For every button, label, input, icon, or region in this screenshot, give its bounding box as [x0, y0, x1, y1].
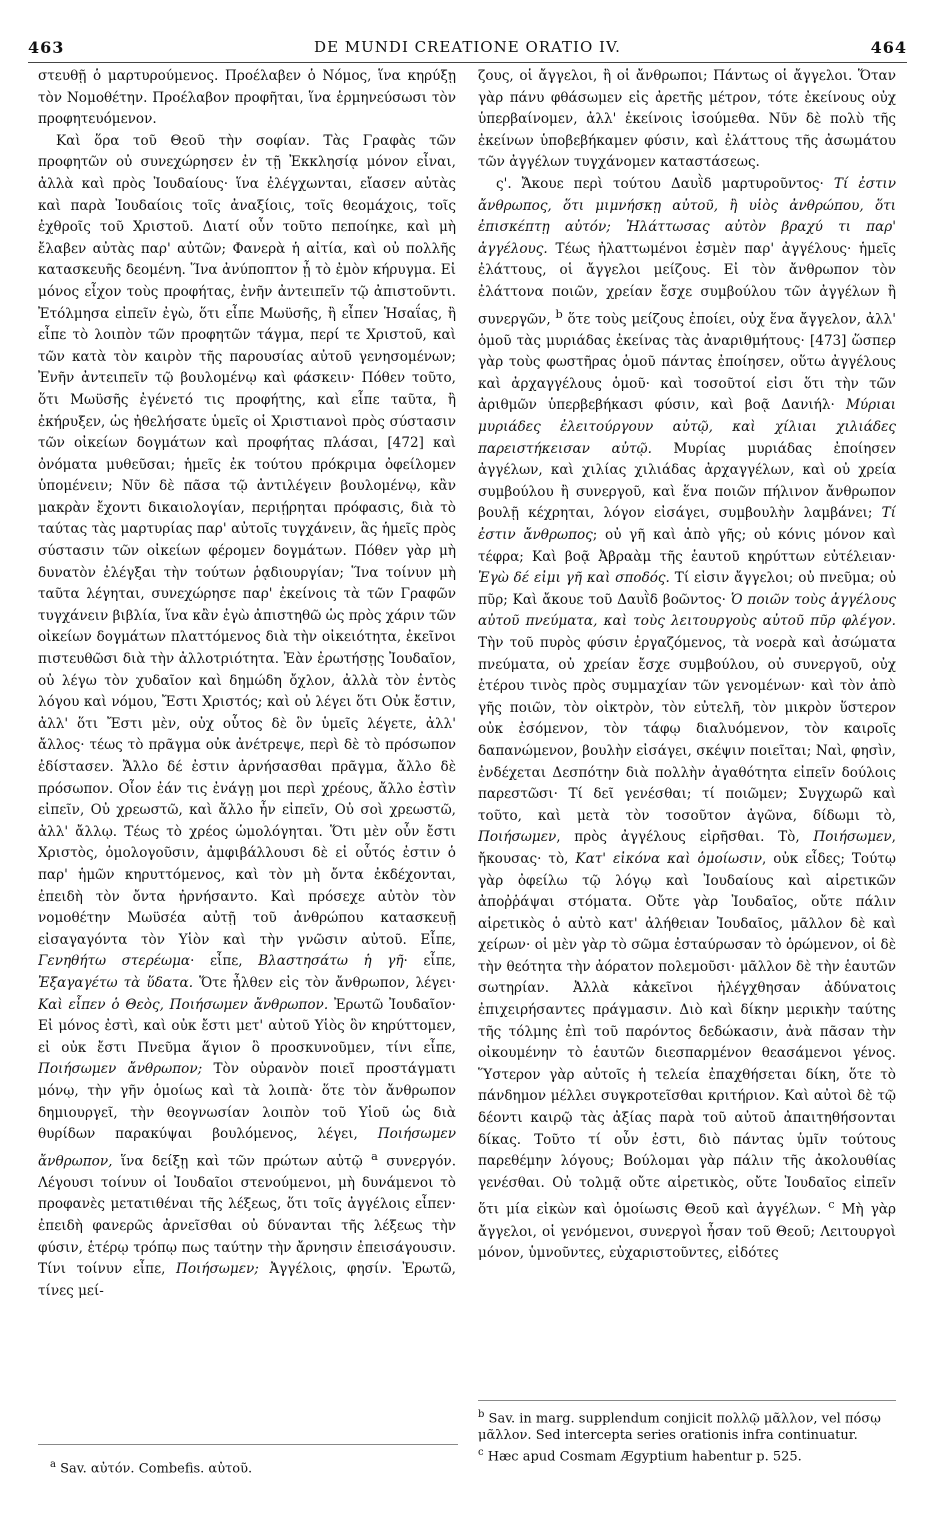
- footnote-rule-right: [478, 1400, 896, 1401]
- left-paragraph-2: [38, 131, 456, 1303]
- quote-run: Ποιήσωμεν: [478, 829, 557, 846]
- text-run: Τὸν οὐρανὸν ποιεῖ προστάγματι μόνῳ, τὴν γῆν ὁμοίως καὶ τὰ λοιπὰ· ὅτε τὸν ἄνθρωπον δημιουργεῖ, τὴν θεογνωσίαν λοιπὸν τοῦ Υἱοῦ ὡς διὰ θυρίδων παρακύψαι βουλόμενος, λέγει,: [38, 1061, 456, 1143]
- quote-run: Μύριαι μυριάδες ἐλειτούργουν αὐτῷ, καὶ χίλιαι χιλιάδες παρειστήκεισαν αὐτῷ.: [478, 397, 896, 457]
- running-title: DE MUNDI CREATIONE ORATIO IV.: [314, 38, 621, 56]
- footnote-b: [478, 1406, 896, 1444]
- text-run: ἵνα δείξῃ καὶ τῶν πρώτων αὐτῷ: [120, 1153, 363, 1170]
- quote-run: Τί ἐστιν ἄνθρωπος, ὅτι μιμνήσκῃ αὐτοῦ, ἢ υἱὸς ἀνθρώπου, ὅτι ἐπισκέπτῃ αὐτόν; Ἠλάττωσας αὐτὸν βραχύ τι παρ' ἀγγέλους.: [478, 175, 896, 257]
- text-run: Ἐρωτῶ Ἰουδαῖον· Εἰ μόνος ἐστὶ, καὶ οὐκ ἔστι μετ' αὐτοῦ Υἱὸς ὃν κηρύττομεν, εἰ οὐκ ἔστι Πνεῦμα ἅγιον ὃ προσκυνοῦμεν, τίνι εἶπε,: [38, 996, 456, 1056]
- footnote-mark: a: [50, 1459, 56, 1470]
- quote-run: Καὶ εἶπεν ὁ Θεὸς, Ποιήσωμεν ἄνθρωπον.: [38, 996, 329, 1013]
- left-paragraph-1: στευθῇ ὁ μαρτυρούμενος. Προέλαβεν ὁ Νόμος, ἵνα κηρύξῃ τὸν Νομοθέτην. Προέλαβον προφῆται, ἵνα ἑρμηνεύσωσι τὸν προφητευόμενον.: [38, 68, 456, 128]
- footnote-text: Hæc apud Cosmam Ægyptium habentur p. 525.: [487, 1449, 802, 1465]
- quote-run: Τί ἐστιν ἄνθρωπος: [478, 505, 896, 543]
- quote-run: Ἐγὼ δέ εἰμι γῆ καὶ σποδός.: [478, 570, 670, 587]
- header-rule: [28, 62, 907, 63]
- text-run: , ἤκουσας· τὸ,: [478, 829, 896, 867]
- quote-run: Ποιήσωμεν ἄνθρωπον,: [38, 1126, 456, 1170]
- page-header: [28, 38, 907, 62]
- text-run: συνεργόν. Λέγουσι τοίνυν οἱ Ἰουδαῖοι στενούμενοι, μὴ δυνάμενοι τὸ προφανὲς μετατιθέναι τῆς λέξεως, ὅτι τοῖς ἀγγέλοις εἶπεν· ἐπειδὴ φανερῶς ἀρνεῖσθαι οὐ δύνανται τῆς λέξεως τὴν φύσιν, ἑτέρῳ τρόπῳ πως ταύτην τὴν ἄρνησιν ἐπεισάγουσιν. Τίνι τοίνυν εἶπε,: [38, 1153, 456, 1278]
- quote-run: Ἐξαγαγέτω τὰ ὕδατα.: [38, 974, 194, 991]
- footnote-marker-c: c: [828, 1197, 835, 1212]
- right-column: [478, 66, 896, 1376]
- text-run: · εἶπε,: [190, 953, 243, 970]
- text-run: , οὐκ εἶδες; Τούτῳ γὰρ ὀφείλω τῷ λόγῳ καὶ Ἰουδαίους καὶ αἱρετικῶν ἀποῤῥάψαι στόματα. Οὔτε γὰρ Ἰουδαῖος, οὔτε πάλιν αἱρετικὸς ὁ αὐτὸ κατ' ἀλήθειαν Ἰουδαῖος, μᾶλλον δὲ καὶ χείρων· οἱ μὲν γὰρ τὸ σῶμα ἐσταύρωσαν τὸ ὁρώμενον, οἱ δὲ τὴν θεότητα τὴν ἀόρατον πολεμοῦσι· μᾶλλον δὲ τὴν ἑαυτῶν σωτηρίαν. Ἀλλὰ κἀκεῖνοι ἠλέγχθησαν ἀδύνατοις ἐπιχειρήσαντες πράγμασιν. Διὸ καὶ δίκην μερικὴν ταύτης τῆς τόλμης ἐπὶ τοῦ παρόντος δεδώκασιν, ἀνὰ πᾶσαν τὴν οἰκουμένην τὸ ἑαυτῶν διεσπαρμένον θεασάμενοι γένος. Ὕστερον γὰρ αὐτοῖς ἡ τελεία ἐπαχθήσεται δίκη, ὅτε τὸ πάνδημον μέλλει συγκροτεῖσθαι κριτήριον. Καὶ αὐτοὶ δὲ τῷ δέοντι καιρῷ τὰς ἀξίας παρὰ τοῦ αὐτοῦ ἀπαιτηθήσονται δίκας. Τοῦτο τί οὖν ἐστι, διὸ πάντας ὑμῖν τούτους παρεθέμην λόγους; Βούλομαι γὰρ πάλιν τῆς ἀκολουθίας γενέσθαι. Οὐ τολμᾷ οὔτε αἱρετικὸς, οὔτε Ἰουδαῖος εἰπεῖν ὅτι μία εἰκὼν καὶ ὁμοίωσις Θεοῦ καὶ ἀγγέλων.: [478, 850, 896, 1218]
- footnote-c: [478, 1444, 896, 1465]
- text-run: Καὶ ὅρα τοῦ Θεοῦ τὴν σοφίαν. Τὰς Γραφὰς τῶν προφητῶν οὐ συνεχώρησεν ἐν τῇ Ἐκκλησίᾳ μόνον εἶναι, ἀλλὰ καὶ πρὸς Ἰουδαίους· ἵνα ἐλέγχωνται, εἴασεν αὐτὰς καὶ παρὰ Ἰουδαίοις τοῖς ἀναξίοις, τοῖς θεομάχοις, τοῖς ἐχθροῖς τοῦ Χριστοῦ. Διατί οὖν τοῦτο πεποίηκε, καὶ μὴ ἔλαβεν αὐτὰς παρ' αὐτῶν; Φανερὰ ἡ αἰτία, καὶ οὐ πολλῆς κατασκευῆς δεομένη. Ἵνα ἀνύποπτον ᾖ τὸ ἐμὸν κήρυγμα. Εἰ μόνος εἶχον τοὺς προφήτας, ἐνῆν ἀντειπεῖν τῷ ἀπιστοῦντι. Ἐτόλμησα εἰπεῖν ἐγὼ, ὅτι εἶπε Μωϋσῆς, ἢ εἶπεν Ἡσαΐας, ἢ εἶπε τὸ λοιπὸν τῶν προφητῶν τάγμα, περί τε Χριστοῦ, καὶ τῶν κατὰ τὸν καιρὸν τῆς παρουσίας αὐτοῦ γενησομένων; Ἐνῆν ἀντειπεῖν τῷ βουλομένῳ καὶ φάσκειν· Πόθεν τοῦτο, ὅτι Μωϋσῆς ἐγένετό τις προφήτης, καὶ εἶπε ταῦτα, ἢ ἐκήρυξεν, ὡς ἠθελήσατε ὑμεῖς οἱ Χριστιανοὶ πρὸς σύστασιν τῶν οἰκείων δογμάτων καὶ προφήτας πλάσαι, [472] καὶ ὀνόματα μυθεῦσαι; ἡμεῖς ἐκ τούτου πρόκριμα ὀφείλομεν ὑπομένειν; Νῦν δὲ πᾶσα τῷ ἀντιλέγειν βουλομένῳ, κἂν μακρὰν ἔχοντι δικαιολογίαν, περιῄρηται πρόφασις, διὰ τὸ ταύτας τὰς μαρτυρίας παρ' αὐτοῖς τυγχάνειν, ἃς ἡμεῖς πρὸς σύστασιν τῶν οἰκείων φέρομεν δογμάτων. Πόθεν γὰρ μὴ δυνατὸν ἐλέγξαι τὴν τούτων ῥᾳδιουργίαν; Ἵνα τοίνυν μὴ ταῦτα λέγηται, συνεχώρησε παρ' ἐκείνοις τὰ τῶν Γραφῶν τυγχάνειν βιβλία, ἵνα κἂν ἐγὼ ἀπιστηθῶ ὡς πρὸς χάριν τῶν οἰκείων δογμάτων πλαττόμενος διὰ τὴν οἰκειότητα, ἐκεῖνοι πιστευθῶσι διὰ τὴν ἀλλοτριότητα. Ἐὰν ἐρωτήσῃς Ἰουδαῖον, οὐ λέγω τὸν χυδαῖον καὶ δημώδη ὄχλον, ἀλλὰ τὸν ἐντὸς λόγου καὶ νόμου, Ἔστι Χριστός; καὶ οὐ λέγει ὅτι Οὐκ ἔστιν, ἀλλ' ὅτι Ἔστι μὲν, οὐχ οὗτος δὲ ὃν ὑμεῖς λέγετε, ἀλλ' ἄλλος· τέως τὸ πρᾶγμα οὐκ ἀνέτρεψε, περὶ δὲ τὸ πρόσωπον ἐδίστασεν. Ἄλλο δέ ἐστιν ἀρνήσασθαι πρᾶγμα, ἄλλο δὲ πρόσωπον. Οἷον ἐάν τις ἐνάγῃ μοι περὶ χρέους, ἄλλο ἐστὶν εἰπεῖν, Οὐ χρεωστῶ, καὶ ἄλλο ἦν εἰπεῖν, Οὐ σοὶ χρεωστῶ, ἀλλ' ἄλλῳ. Τέως τὸ χρέος ὡμολόγηται. Ὅτι μὲν οὖν ἔστι Χριστὸς, ὁμολογοῦσιν, ἀμφιβάλλουσι δὲ εἰ οὗτός ἐστιν ὁ παρ' ἡμῶν κηρυττόμενος, καὶ τὸν μὴ ὄντα ἐκδέχονται, ἐπειδὴ τὸν ὄντα ἠρνήσαντο. Καὶ πρόσεχε αὐτὸν τὸν νομοθέτην Μωϋσέα αὐτῇ τοῦ ἀνθρώπου κατασκευῇ εἰσαγαγόντα τὸν Υἱὸν καὶ τὴν γνῶσιν αὐτοῦ. Εἶπε,: [38, 132, 456, 948]
- footnote-a: [50, 1456, 450, 1477]
- footnote-text: Sav. αὐτόν. Combefis. αὐτοῦ.: [60, 1461, 253, 1477]
- text-run: Τὴν τοῦ πυρὸς φύσιν ἐργαζόμενος, τὰ νοερὰ καὶ ἀσώματα πνεύματα, οὐ χρείαν ἔσχε συμβούλου, οὐ συνεργοῦ, οὐχ ἑτέρου τινὸς πρὸς συμμαχίαν τῶν γενομένων· καὶ τὸν ἀπὸ γῆς ποιῶν, τὸν οἰκτρὸν, τὸν εὐτελῆ, τὸν μικρὸν ὕστερον οὐκ ἐσόμενον, τὸν τάφῳ διαλυόμενον, τὸν καιροῖς δαπανώμενον, βουλὴν εἰσάγει, σκέψιν ποιεῖται; Ναὶ, φησὶν, ἐνδέχεται Δεσπότην διὰ πολλὴν ἀγαθότητα εἰπεῖν δούλοις παρεστῶσι· Τί δεῖ γενέσθαι; τί ποιῶμεν; Συγχωρῶ καὶ τοῦτο, καὶ μετὰ τὸν τοσοῦτον ἀγῶνα, δίδωμι τὸ,: [478, 634, 896, 824]
- text-run: Μυρίας μυριάδας ἐποίησεν ἀγγέλων, καὶ χιλίας χιλιάδας ἀρχαγγέλων, καὶ οὐ χρεία συμβούλου ἢ συνεργοῦ, καὶ ἕνα ποιῶν πήλινον ἄνθρωπον βουλῇ κέχρηται, λόγον εἰσάγει, συμβουλὴν λαμβάνει;: [478, 440, 896, 522]
- footnote-mark: b: [478, 1409, 485, 1420]
- text-run: Ἀγγέλοις, φησίν. Ἐρωτῶ, τίνες μεί-: [38, 1261, 456, 1299]
- text-run: Ὅτε ἦλθεν εἰς τὸν ἄνθρωπον, λέγει·: [199, 974, 456, 991]
- footnote-text: Sav. in marg. supplendum conjicit πολλῷ μᾶλλον, vel πόσῳ μᾶλλον. Sed intercepta series orationis infra continuatur.: [478, 1411, 881, 1444]
- quote-run: Βλαστησάτω ἡ γῆ: [258, 953, 404, 970]
- quote-run: Γενηθήτω στερέωμα: [38, 953, 191, 970]
- left-column: [38, 66, 456, 1436]
- quote-run: Κατ' εἰκόνα καὶ ὁμοίωσιν: [575, 850, 762, 867]
- text-run: · εἶπε,: [403, 953, 456, 970]
- quote-run: Ποιήσωμεν: [813, 829, 892, 846]
- footnote-marker-a: a: [371, 1148, 378, 1163]
- footnote-mark: c: [478, 1447, 484, 1459]
- right-paragraph-1: ζους, οἱ ἄγγελοι, ἢ οἱ ἄνθρωποι; Πάντως οἱ ἄγγελοι. Ὅταν γὰρ πάνυ φθάσωμεν εἰς ἀρετῆς μέτρον, τότε ἐκείνους οὐχ ὑπερβαίνομεν, ἀλλ' ἐκείνοις ἰσούμεθα. Νῦν δὲ πολὺ τῆς ἐκείνων ὑποβεβήκαμεν φύσιν, καὶ ἐλάττους τῆς ἀσωμάτου τῶν ἀγγέλων τυγχάνομεν καταστάσεως.: [478, 68, 896, 171]
- quote-run: Ποιήσωμεν ἄνθρωπον;: [38, 1061, 203, 1078]
- quote-run: Ποιήσωμεν;: [175, 1261, 259, 1278]
- text-run: , πρὸς ἀγγέλους εἰρῆσθαι. Τὸ,: [556, 829, 800, 846]
- footnote-rule-left: [38, 1444, 458, 1445]
- text-run: ς'. Ἄκουε περὶ τούτου Δαυῒδ μαρτυροῦντος·: [496, 175, 824, 192]
- quote-run: Ὁ ποιῶν τοὺς ἀγγέλους αὐτοῦ πνεύματα, καὶ τοὺς λειτουργοὺς αὐτοῦ πῦρ φλέγον.: [478, 591, 896, 630]
- footnote-marker-b: b: [555, 306, 563, 321]
- page-number-right: 464: [870, 38, 907, 57]
- right-paragraph-2: [478, 174, 896, 1265]
- footnotes-left: [50, 1456, 450, 1477]
- text-run: Τέως ἠλαττωμένοι ἐσμὲν παρ' ἀγγέλους· ἡμεῖς ἐλάττους, οἱ ἄγγελοι μείζους. Εἰ τὸν ἄνθρωπον τὸν ἐλάττονα ποιῶν, χρείαν ἔσχε συμβούλου τῶν ἀγγέλων ἢ συνεργῶν,: [478, 240, 896, 328]
- text-run: Μὴ γὰρ ἄγγελοι, οἱ γενόμενοι, συνεργοὶ ἦσαν τοῦ Θεοῦ; Λειτουργοὶ μόνον, ὑμνοῦντες, εὐχαριστοῦντες, εἰδότες: [478, 1201, 896, 1262]
- footnotes-right: [478, 1406, 896, 1466]
- text-run: ; οὐ γῆ καὶ ἀπὸ γῆς; οὐ κόνις μόνον καὶ τέφρα; Καὶ βοᾷ Ἀβραὰμ τῆς ἑαυτοῦ κηρύττων εὐτέλειαν·: [478, 527, 896, 565]
- page-number-left: 463: [28, 38, 65, 57]
- text-run: Τί εἰσιν ἄγγελοι; οὐ πνεῦμα; οὐ πῦρ; Καὶ ἄκουε τοῦ Δαυῒδ βοῶντος·: [478, 570, 896, 608]
- text-run: ὅτε τοὺς μείζους ἐποίει, οὐχ ἕνα ἄγγελον, ἀλλ' ὁμοῦ τὰς μυριάδας ἐκείνας τὰς ἀναριθμήτους· [473] ὥσπερ γὰρ τοὺς φωστῆρας ὁμοῦ πάντας ἐποίησεν, οὕτω ἀγγέλους καὶ ἀρχαγγέλους ὁμοῦ· καὶ τοσοῦτοί εἰσι ὅτι τὴν τῶν ἀριθμῶν ὑπερβεβήκασι φύσιν, καὶ βοᾷ Δανιήλ·: [478, 311, 896, 414]
